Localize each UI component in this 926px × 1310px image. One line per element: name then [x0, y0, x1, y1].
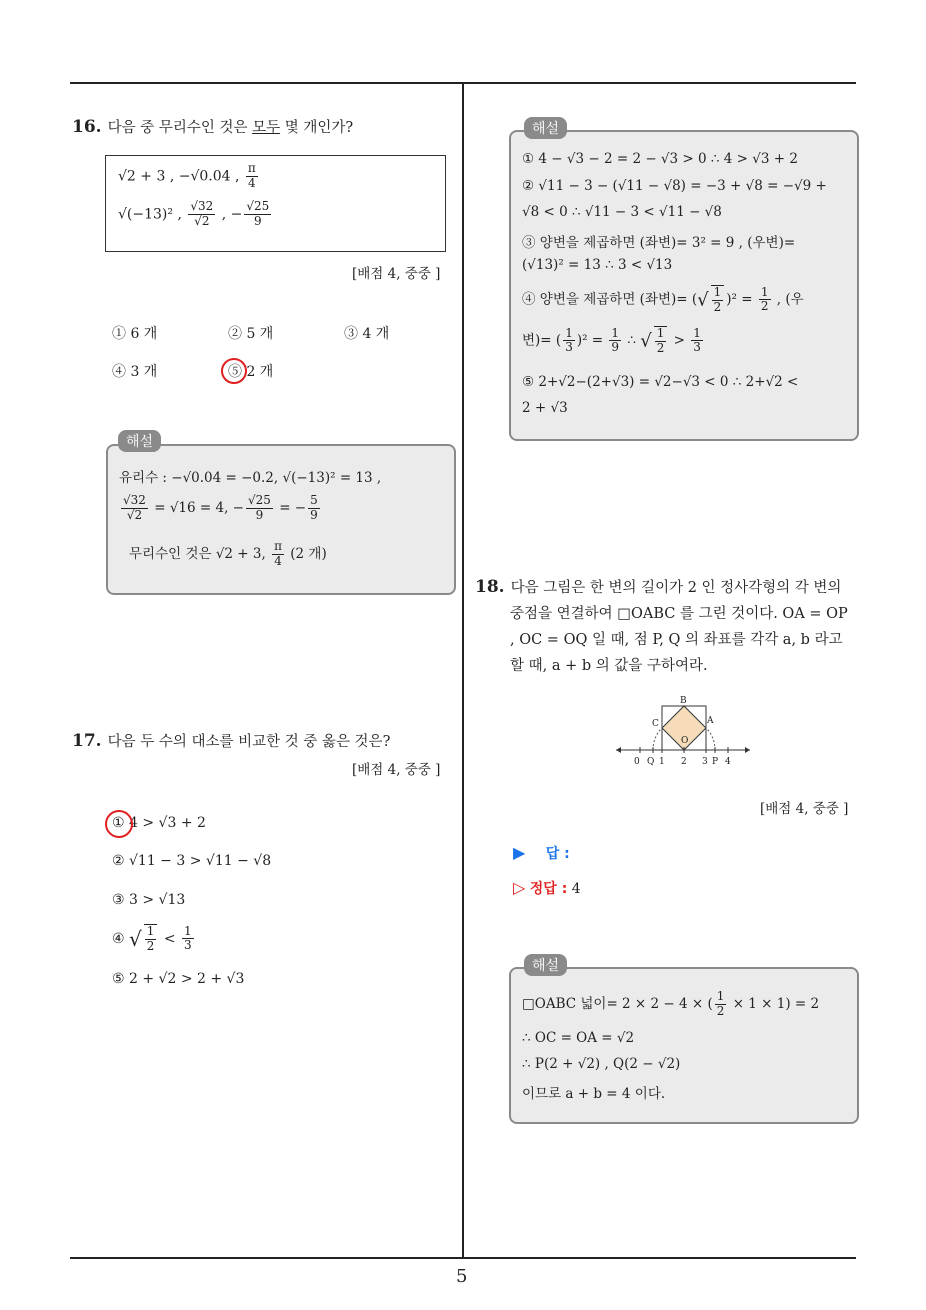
correct-value: 4: [571, 881, 581, 897]
q18-sol-2: ∴ OC = OA = √2: [522, 1030, 635, 1046]
q18-sol-3: ∴ P(2 + √2) , Q(2 − √2): [522, 1056, 681, 1072]
q17-sol-1: ① 4 − √3 − 2 = 2 − √3 > 0 ∴ 4 > √3 + 2: [522, 151, 798, 167]
label-b: B: [680, 696, 687, 706]
q18-line3: , OC = OQ 일 때, 점 P, Q 의 좌표를 각각 a, b 라고: [510, 632, 843, 648]
q16-underlined: 모두: [252, 120, 281, 136]
q17-sol-5a: ⑤ 2+√2−(2+√3) = √2−√3 < 0 ∴ 2+√2 <: [522, 374, 799, 390]
q16-option-4[interactable]: ④ 3 개: [112, 364, 158, 380]
sol-text: (2 개): [285, 545, 327, 562]
q17-option-3[interactable]: ③ 3 > √13: [112, 892, 186, 908]
sol-text: )² =: [726, 291, 757, 308]
q18-sol-1: [522, 990, 819, 1019]
opt-text: ④: [112, 930, 130, 947]
fraction: $\frac{1}{2}$: [760, 284, 769, 314]
q17-option-2[interactable]: ② √11 − 3 > √11 − √8: [112, 853, 272, 869]
play-icon: ▶: [513, 843, 526, 862]
pi-fraction: $\frac{\pi}{4}$: [247, 161, 256, 190]
axis-0: 0: [634, 757, 640, 767]
opt-text: <: [159, 930, 181, 947]
sqrt-sign: √: [697, 289, 709, 311]
q17-option-5[interactable]: ⑤ 2 + √2 > 2 + √3: [112, 971, 245, 987]
page-number: 5: [456, 1266, 468, 1287]
sol-text: ∴: [623, 332, 641, 349]
fraction: $\frac{1}{2}$: [711, 285, 725, 315]
q16-box-line1: [118, 162, 260, 191]
correct-label: 정답 :: [529, 881, 568, 897]
q16-text-end: 몇 개인가?: [280, 120, 354, 136]
q16-text: 다음 중 무리수인 것은: [107, 120, 253, 136]
q18-correct-row: [513, 878, 581, 898]
q18-line1: 다음 그림은 한 변의 길이가 2 인 정사각형의 각 변의: [510, 580, 842, 596]
q17-option-1[interactable]: ① 4 > √3 + 2: [112, 815, 206, 831]
q17-sol-2a: ② √11 − 3 − (√11 − √8) = −3 + √8 = −√9 +: [522, 178, 827, 194]
arrow-left-icon: [616, 747, 621, 753]
q17-text: 다음 두 수의 대소를 비교한 것 중 옳은 것은?: [107, 734, 391, 750]
fraction: $\frac{1}{3}$: [693, 325, 701, 355]
q16-sol-line2: [119, 494, 322, 523]
fraction: $\frac{1}{3}$: [184, 923, 192, 953]
q16-sol-line1: 유리수 : −√0.04 = −0.2, √(−13)² = 13 ,: [119, 470, 382, 486]
axis-q: Q: [647, 757, 655, 767]
fraction: $\frac{5}{9}$: [310, 493, 318, 522]
column-divider: [462, 82, 464, 1258]
sol-text: ④ 양변을 제곱하면 (좌변)= (: [522, 291, 698, 308]
axis-p: P: [712, 757, 719, 767]
q17-sol-2b: √8 < 0 ∴ √11 − 3 < √11 − √8: [522, 204, 722, 220]
q16-number: 16.: [72, 117, 102, 137]
q16-question: [72, 116, 353, 137]
fraction: $\frac{\pi}{4}$: [274, 539, 282, 568]
q18-score: [배점 4, 중중 ]: [760, 801, 849, 817]
label-a: A: [707, 716, 714, 726]
q17-option-4[interactable]: [112, 924, 196, 954]
q17-sol-5b: 2 + √3: [522, 400, 568, 416]
q17-score: [배점 4, 중중 ]: [352, 762, 441, 778]
fraction: $\frac{√25}{9}$: [247, 493, 271, 522]
fraction: $\frac{1}{3}$: [565, 325, 573, 355]
q16-option-3[interactable]: ③ 4 개: [344, 326, 390, 342]
label-c: C: [652, 719, 659, 729]
play-outline-icon: ▷: [513, 878, 526, 897]
axis-3: 3: [702, 757, 708, 767]
q18-number: 18.: [475, 577, 505, 597]
q17-answer-mark: [105, 810, 133, 838]
q17-sol-3a: ③ 양변을 제곱하면 (좌변)= 3² = 9 , (우변)=: [522, 235, 796, 251]
sol-text: = √16 = 4, −: [149, 499, 244, 516]
sol-text: )² =: [576, 332, 608, 349]
q16-answer-mark: [221, 358, 247, 384]
q17-sol-4a: [522, 285, 804, 315]
fraction: $\frac{1}{9}$: [611, 325, 620, 355]
sol-text: 변)= (: [522, 332, 562, 349]
fraction: $\frac{√32}{√2}$: [123, 493, 146, 522]
q18-sol-4: 이므로 a + b = 4 이다.: [522, 1086, 666, 1102]
sqrt-fraction: $\frac{√25}{9}$: [246, 199, 270, 228]
q17-sol-4b: [522, 326, 705, 356]
sqrt-sign: √: [640, 330, 652, 352]
box-text: √(−13)² ,: [118, 206, 187, 223]
bottom-rule: [70, 1257, 856, 1259]
sol-text: × 1 × 1) = 2: [728, 995, 820, 1012]
sqrt-sign: √: [129, 926, 142, 951]
q18-line2: 중점을 연결하여 □OABC 를 그린 것이다. OA = OP: [510, 606, 848, 622]
q16-box-line2: [118, 200, 273, 229]
axis-1: 1: [659, 757, 665, 767]
q16-score: [배점 4, 중중 ]: [352, 266, 441, 282]
label-o: O: [681, 736, 689, 746]
fraction: $\frac{1}{2}$: [654, 326, 668, 356]
q18-line4: 할 때, a + b 의 값을 구하여라.: [510, 658, 708, 674]
q17-sol-3b: (√13)² = 13 ∴ 3 < √13: [522, 257, 673, 273]
sol-text: = −: [274, 499, 307, 516]
q18-solution-tag: 해설: [524, 954, 567, 976]
axis-4: 4: [725, 757, 731, 767]
q16-option-1[interactable]: ① 6 개: [112, 326, 158, 342]
sol-text: >: [669, 332, 690, 349]
sol-text: , (우: [772, 291, 804, 308]
q16-solution-tag: 해설: [118, 430, 161, 452]
q16-sol-line3: [129, 540, 327, 569]
sol-text: 무리수인 것은 √2 + 3,: [129, 545, 271, 562]
q17-question: [72, 730, 390, 751]
fraction: $\frac{1}{2}$: [716, 989, 725, 1018]
q16-option-5[interactable]: ⑤ 2 개: [228, 364, 274, 380]
q18-figure: [612, 692, 754, 770]
arrow-right-icon: [745, 747, 750, 753]
q17-solution-tag: 해설: [524, 117, 567, 139]
q18-question: [475, 576, 841, 597]
box-text: √2 + 3 , −√0.04 ,: [118, 168, 244, 185]
q16-option-2[interactable]: ② 5 개: [228, 326, 274, 342]
answer-label: 답 :: [545, 846, 570, 862]
axis-2: 2: [681, 757, 687, 767]
sol-text: □OABC 넓이= 2 × 2 − 4 × (: [522, 995, 713, 1012]
q18-answer-row: [513, 843, 570, 863]
box-text: , −: [217, 206, 243, 223]
q17-number: 17.: [72, 731, 102, 751]
sqrt-fraction: $\frac{√32}{√2}$: [190, 199, 214, 228]
fraction: $\frac{1}{2}$: [144, 924, 158, 954]
